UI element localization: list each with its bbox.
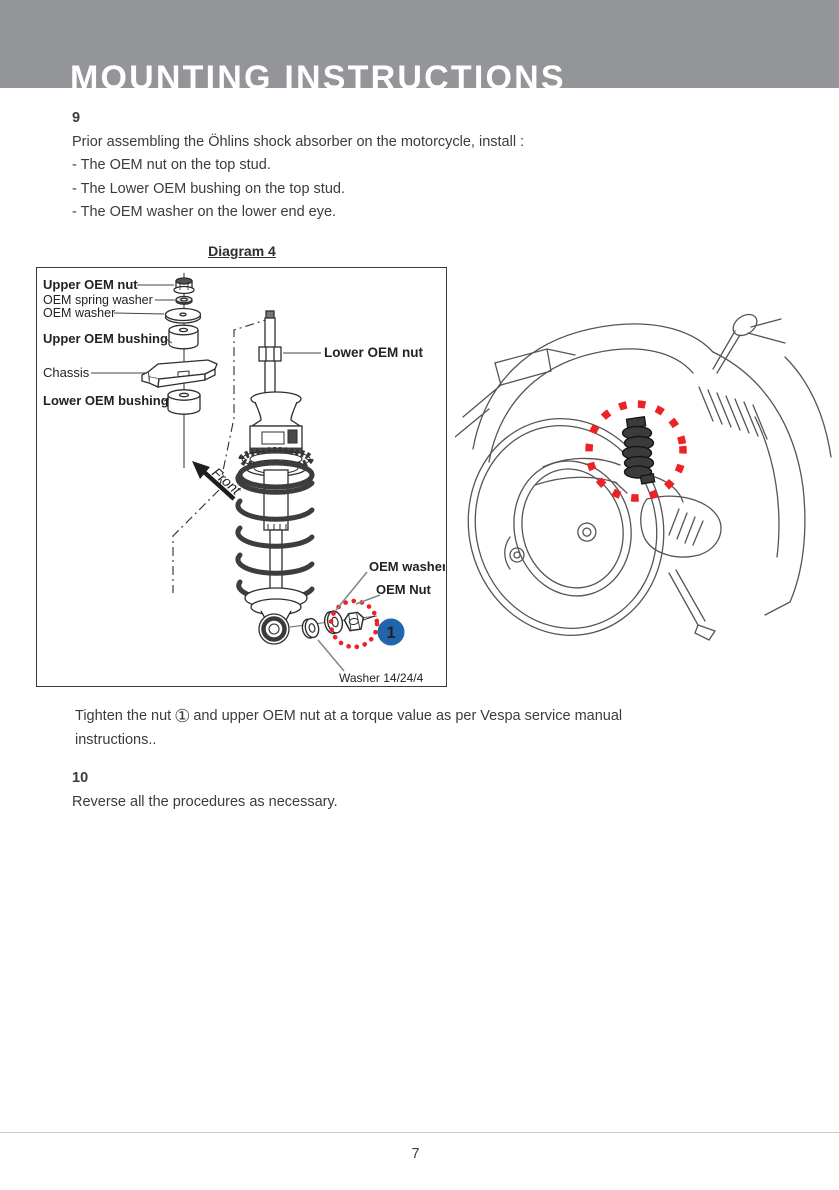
label-chassis: Chassis <box>43 365 90 380</box>
step-10-text: Reverse all the procedures as necessary. <box>72 794 338 810</box>
label-oem-spring-washer: OEM spring washer <box>43 293 153 307</box>
upper-oem-bushing-part <box>169 325 198 349</box>
muffler-grille <box>669 509 703 545</box>
instruction-bullet: - The Lower OEM bushing on the top stud. <box>72 180 345 197</box>
step-10-number: 10 <box>72 770 89 786</box>
motorcycle-illustration <box>455 297 839 649</box>
label-lower-oem-bushing: Lower OEM bushing <box>43 393 169 408</box>
shock-spring-dark <box>623 417 655 484</box>
step-9-section <box>72 107 782 225</box>
exploded-view-illustration <box>37 268 445 685</box>
upper-oem-nut-part <box>174 278 194 294</box>
label-front: Front <box>209 464 245 498</box>
lower-hardware-drawing <box>290 601 405 647</box>
page-title: MOUNTING INSTRUCTIONS <box>70 59 566 97</box>
header-bar <box>0 0 839 97</box>
instruction-bullet: - The OEM washer on the lower end eye. <box>72 204 337 220</box>
tighten-line2: instructions.. <box>75 731 157 748</box>
lower-oem-bushing-part <box>168 390 200 414</box>
svg-text:1: 1 <box>386 623 396 642</box>
label-lower-oem-nut: Lower OEM nut <box>324 345 423 360</box>
oem-nut-part <box>344 610 377 631</box>
tighten-paragraph <box>72 705 785 752</box>
shock-absorber-drawing <box>238 311 312 644</box>
vent-grille <box>699 387 767 439</box>
label-upper-oem-nut: Upper OEM nut <box>43 277 138 292</box>
label-oem-nut: OEM Nut <box>376 582 431 597</box>
step-10-section <box>72 766 782 814</box>
oem-spring-washer-part <box>176 296 192 304</box>
kickstand <box>669 570 715 640</box>
footer-divider <box>0 1132 839 1133</box>
rear-wheel <box>455 398 686 649</box>
circled-number-1: ① <box>174 706 191 726</box>
tighten-lead: Tighten the nut <box>75 708 172 724</box>
tighten-tail: and upper OEM nut at a torque value as per Vespa service manual <box>193 708 623 724</box>
chassis-part <box>142 360 217 387</box>
callout-badge-1 <box>378 619 405 646</box>
label-oem-washer: OEM washer <box>43 306 116 320</box>
oem-washer-part <box>166 309 201 324</box>
mirror <box>713 310 785 373</box>
instruction-bullet: - The OEM nut on the top stud. <box>72 157 271 173</box>
label-upper-oem-bushing: Upper OEM bushing <box>43 331 168 346</box>
label-washer-size: Washer 14/24/4 <box>339 671 424 685</box>
diagram-box <box>36 267 447 687</box>
page-number: 7 <box>411 1146 420 1162</box>
label-oem-washer-lower: OEM washer <box>369 559 445 574</box>
step-9-number: 9 <box>72 110 81 126</box>
diagram-title: Diagram 4 <box>208 243 276 259</box>
step-9-intro: Prior assembling the Öhlins shock absorber on the motorcycle, install : <box>72 133 525 150</box>
